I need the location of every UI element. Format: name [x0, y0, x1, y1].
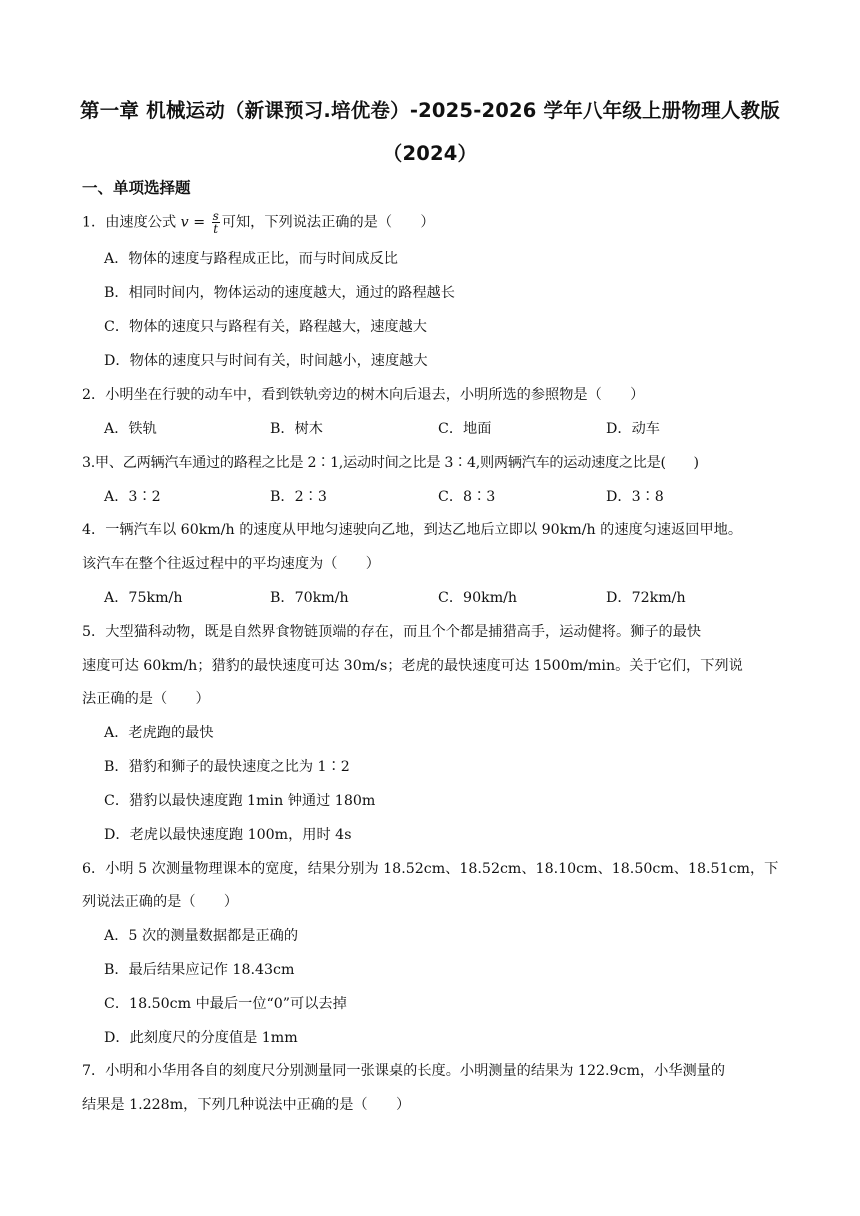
question-5-option-a: A．老虎跑的最快: [104, 725, 214, 741]
question-1-option-a: A．物体的速度与路程成正比，而与时间成反比: [104, 251, 398, 267]
question-2-option-b: B．树木: [270, 421, 323, 437]
formula-fraction: [212, 210, 220, 235]
question-4-option-b: B．70km/h: [270, 590, 349, 606]
formula-eq: =: [188, 214, 210, 231]
question-4-option-c: C．90km/h: [438, 590, 518, 606]
question-6-option-a: A．5 次的测量数据都是正确的: [104, 928, 299, 944]
question-3-option-b: B．2∶3: [270, 489, 327, 505]
formula-var: v: [180, 214, 189, 231]
question-1-option-c: C．物体的速度只与路程有关，路程越大，速度越大: [104, 319, 427, 335]
question-4-option-d: D．72km/h: [606, 590, 686, 606]
question-1-option-b: B．相同时间内，物体运动的速度越大，通过的路程越长: [104, 285, 455, 301]
question-4-option-a: A．75km/h: [104, 590, 183, 606]
document-title-line2: （2024）: [382, 142, 478, 165]
question-4-stem-line2: 该汽车在整个往返过程中的平均速度为（ ）: [82, 556, 380, 572]
question-4-stem-line1: 4．一辆汽车以 60km/h 的速度从甲地匀速驶向乙地，到达乙地后立即以 90km/h 的速度匀速返回甲地。: [82, 522, 743, 538]
question-1-suffix: 可知，下列说法正确的是（ ）: [221, 214, 435, 231]
question-2-option-d: D．动车: [606, 421, 660, 437]
question-5-option-d: D．老虎以最快速度跑 100m，用时 4s: [104, 827, 352, 843]
formula-denominator: t: [213, 222, 219, 236]
question-5-stem-line3: 法正确的是（ ）: [82, 691, 210, 707]
formula-numerator: s: [212, 209, 219, 223]
question-3-stem: 3.甲、乙两辆汽车通过的路程之比是 2∶1,运动时间之比是 3∶4,则两辆汽车的运动速度之比是( ): [82, 455, 699, 471]
question-5-option-b: B．猎豹和狮子的最快速度之比为 1∶2: [104, 759, 350, 775]
question-2-option-c: C．地面: [438, 421, 492, 437]
question-6-option-b: B．最后结果应记作 18.43cm: [104, 962, 295, 978]
question-1-prefix: 1．由速度公式: [82, 214, 177, 231]
question-3-option-d: D．3∶8: [606, 489, 664, 505]
question-5-stem-line1: 5．大型猫科动物，既是自然界食物链顶端的存在，而且个个都是捕猎高手，运动健将。狮子的最快: [82, 624, 702, 640]
question-2-stem: 2．小明坐在行驶的动车中，看到铁轨旁边的树木向后退去，小明所选的参照物是（ ）: [82, 387, 645, 403]
section-heading: 一、单项选择题: [82, 179, 191, 197]
document-title-line1: 第一章 机械运动（新课预习.培优卷）-2025-2026 学年八年级上册物理人教版: [80, 99, 780, 122]
question-5-stem-line2: 速度可达 60km/h；猎豹的最快速度可达 30m/s；老虎的最快速度可达 1500m/min。关于它们，下列说: [82, 658, 743, 674]
question-7-stem-line2: 结果是 1.228m，下列几种说法中正确的是（ ）: [82, 1097, 411, 1113]
question-5-option-c: C．猎豹以最快速度跑 1min 钟通过 180m: [104, 793, 376, 809]
question-1-stem: [82, 210, 435, 235]
question-3-option-c: C．8∶3: [438, 489, 496, 505]
question-1-option-d: D．物体的速度只与时间有关，时间越小，速度越大: [104, 353, 428, 369]
question-2-option-a: A．铁轨: [104, 421, 157, 437]
question-3-option-a: A．3∶2: [104, 489, 161, 505]
question-6-option-c: C．18.50cm 中最后一位“0”可以去掉: [104, 996, 347, 1012]
question-7-stem-line1: 7．小明和小华用各自的刻度尺分别测量同一张课桌的长度。小明测量的结果为 122.9cm，小华测量的: [82, 1063, 726, 1079]
question-6-option-d: D．此刻度尺的分度值是 1mm: [104, 1030, 298, 1046]
question-6-stem-line2: 列说法正确的是（ ）: [82, 894, 239, 910]
question-6-stem-line1: 6．小明 5 次测量物理课本的宽度，结果分别为 18.52cm、18.52cm、18.10cm、18.50cm、18.51cm，下: [82, 861, 779, 877]
